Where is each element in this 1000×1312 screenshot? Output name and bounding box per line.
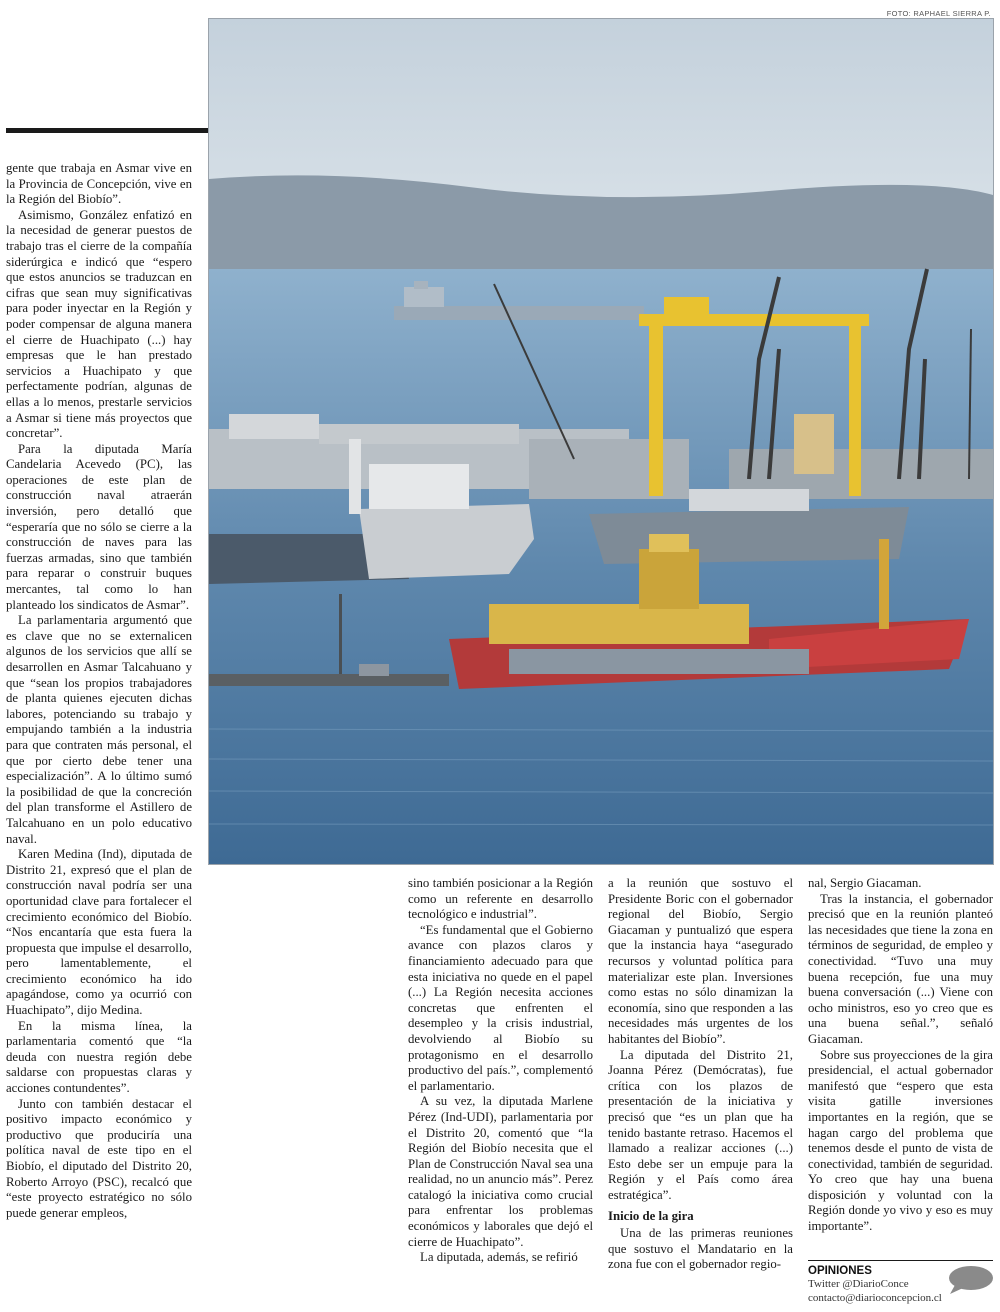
paragraph: Asimismo, González enfatizó en la necesidad de generar puestos de trabajo tras el cierre de la compañía siderúrgica e indicó que “espero que estos anuncios se traduzcan en cifras que sean muy significativas para poder inyectar en la Región y poder compensar de alguna manera el cierre de Huachipato (...) hay empresas que le han prestado servicios a Huachipato y que perfectamente podrían, algunas de ellas a lo menos, prestarle servicios a Asmar si tiene más proyectos que concretar”. (6, 207, 192, 441)
paragraph: Junto con también destacar el positivo impacto económico y productivo que produciría una política naval de este tipo en el Biobío, el diputado del Distrito 20, Roberto Arroyo (PSC), recalcó que “este proyecto estratégico no sólo puede generar empleos, (6, 1096, 192, 1220)
paragraph: Sobre sus proyecciones de la gira presidencial, el actual gobernador manifestó que “espero que esta visita gatille inversiones importantes en la región, que se hagan cargo del problema que tenemos desde el punto de vista de conectividad, también de seguridad. Yo creo que hay una buena disposición y voluntad con la Región donde yo vivo y eso es muy importante”. (808, 1047, 993, 1234)
harbour-photo (208, 18, 994, 865)
paragraph: Tras la instancia, el gobernador precisó que en la reunión planteó las necesidades que tiene la zona en términos de seguridad, de empleo y conectividad. “Tuvo una muy buena recepción, fue una muy buena conversación (...) Viene con ocho ministros, eso yo creo que es una buena señal.”, señaló Giacaman. (808, 891, 993, 1046)
article-column-4 (808, 876, 993, 1235)
opinions-box (808, 1260, 993, 1307)
paragraph: La diputada, además, se refirió (420, 1250, 578, 1265)
paragraph: En la misma línea, la parlamentaria comentó que “la deuda con nuestra región debe saldarse con propuestas claras y acciones contundentes”. (6, 1018, 192, 1096)
twitter-handle[interactable]: Twitter @DiarioConce (808, 1278, 909, 1290)
article-column-2 (408, 876, 593, 1266)
paragraph: nal, Sergio Giacaman. (808, 876, 922, 890)
shipyard-illustration (209, 19, 993, 864)
section-rule (6, 128, 208, 133)
paragraph: La parlamentaria argumentó que es clave que no se externalicen algunos de los servicios que allí se desarrollen en Asmar Talcahuano y que “sean los propios trabajadores de planta quienes ejecuten dichas labores, potenciando su trabajo y empujando también a la industria para que contraten más personal, el que por cierto debe tener una especialización”. A lo último sumó la posibilidad de que la concreción del plan transforme el Astillero de Talcahuano en un polo educativo naval. (6, 613, 192, 846)
opinions-title: OPINIONES (808, 1265, 872, 1277)
paragraph: “Es fundamental que el Gobierno avance con plazos claros y financiamiento adecuado para que esta iniciativa no quede en el papel (...) La Región necesita acciones concretas que enfrenten el desempleo y la crisis industrial, devolviendo al Biobío su protagonismo en el desarrollo productivo del país.”, complementó el parlamentario. (408, 922, 593, 1093)
photo-credit: FOTO: RAPHAEL SIERRA P. (886, 9, 991, 18)
paragraph: sino también posicionar a la Región como un referente en desarrollo tecnológico e industrial”. (408, 876, 593, 922)
paragraph: Una de las primeras reuniones que sostuvo el Mandatario en la zona fue con el gobernador regio- (608, 1226, 793, 1272)
paragraph: A su vez, la diputada Marlene Pérez (Ind-UDI), parlamentaria por el Distrito 20, comentó que “la Región del Biobío necesita que el Plan de Construcción Naval sea una realidad, no un anuncio más”. Perez catalogó la iniciativa como crucial para enfrentar los problemas económicos y laborales que dejó el cierre de Huachipato”. (408, 1094, 593, 1249)
article-column-3 (608, 876, 793, 1273)
article-column-1 (6, 161, 192, 1221)
paragraph: La diputada del Distrito 21, Joanna Pérez (Demócratas), fue crítica con los plazos de presentación de la iniciativa y precisó que “es un plan que ha tenido bastante retraso. Hacemos el llamado a realizar acciones (...) Esto debe ser un empuje para la Región y el País como área estratégica”. (608, 1047, 793, 1202)
paragraph: a la reunión que sostuvo el Presidente Boric con el gobernador regional del Biobío, Sergio Giacaman y puntualizó que espera que la instancia haya “asegurado recursos y voluntad política para materializar este plan. Inversiones como estas no sólo dinamizan la economía, sino que responden a las necesidades más urgentes de los habitantes del Biobío”. (608, 876, 793, 1046)
speech-bubble-icon (947, 1265, 993, 1295)
paragraph: Karen Medina (Ind), diputada de Distrito 21, expresó que el plan de construcción naval podría ser una oportunidad clave para fortalecer el crecimiento económico del Biobío. “Nos encantaría que esta fuera la propuesta que impulse el desarrollo, pero lamentablemente, el crecimiento económico ha ido apagándose, como ya ocurrió con Huachipato”, dijo Medina. (6, 847, 192, 1018)
contact-email[interactable]: contacto@diarioconcepcion.cl (808, 1291, 942, 1304)
paragraph: gente que trabaja en Asmar vive en la Provincia de Concepción, vive en la Región del Biobío”. (6, 161, 192, 207)
subheading: Inicio de la gira (608, 1209, 694, 1224)
paragraph: Para la diputada María Candelaria Acevedo (PC), las operaciones de este plan de construcción naval atraerán inversión, pero detalló que “esperaría que no sólo se cierre a la construcción de naves para las fuerzas armadas, sino que también para reparar o construir buques mercantes, tal como lo han planteado los sindicatos de Asmar”. (6, 441, 192, 612)
